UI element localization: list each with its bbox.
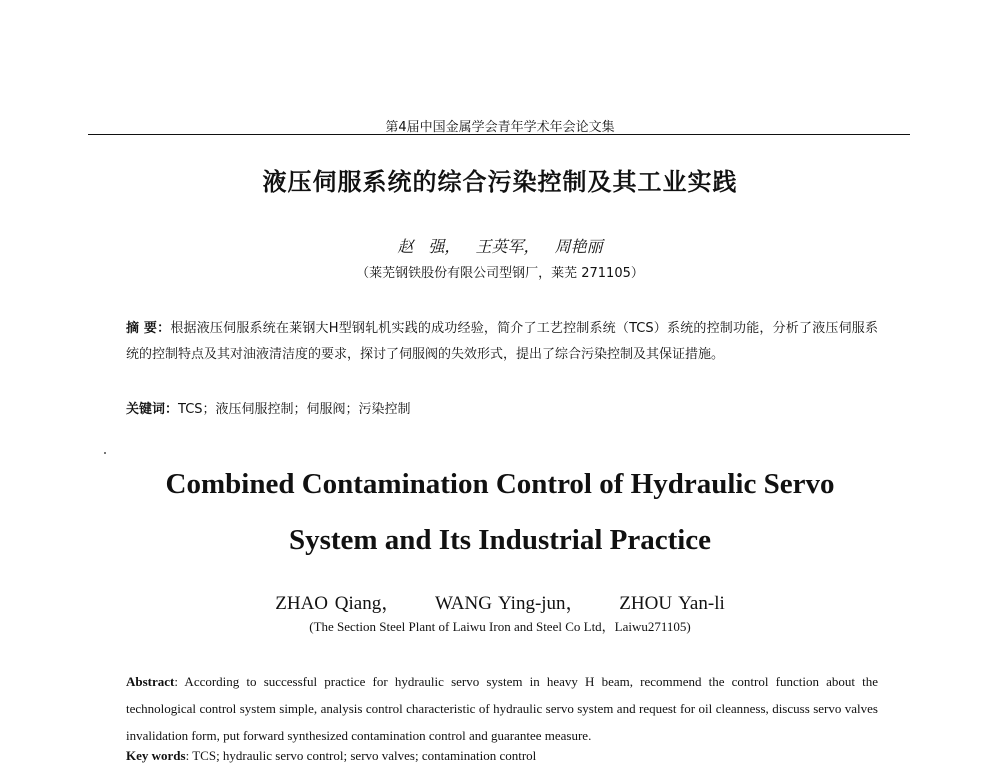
chinese-keywords-text: TCS；液压伺服控制；伺服阀；污染控制 bbox=[178, 402, 411, 417]
english-author-3: ZHOU Yan-li bbox=[619, 593, 725, 614]
chinese-keywords-label: 关键词： bbox=[126, 402, 179, 417]
chinese-abstract-label: 摘 要： bbox=[126, 321, 171, 336]
english-authors bbox=[90, 588, 910, 615]
chinese-abstract-text: 根据液压伺服系统在莱钢大H型钢轧机实践的成功经验，简介了工艺控制系统（TCS）系统的控制功能，分析了液压伺服系统的控制特点及其对油液清洁度的要求，探讨了伺服阀的失效形式，提出了综合污染控制及其保证措施。 bbox=[126, 321, 878, 362]
english-author-1: ZHAO Qiang， bbox=[275, 593, 401, 614]
chinese-affiliation: （莱芜钢铁股份有限公司型钢厂，莱芜 271105） bbox=[356, 266, 644, 281]
english-abstract-text: : According to successful practice for hydraulic servo system in heavy H beam, recommend the control function about the technological control system simple, analysis control characteristic of hydraulic servo system and request for oil cleanness, discuss servo valves invalidation form, put forward synthesized contamination control and guarantee measure. bbox=[126, 674, 878, 743]
english-abstract-label: Abstract bbox=[126, 674, 175, 689]
chinese-title: 液压伺服系统的综合污染控制及其工业实践 bbox=[262, 168, 738, 196]
english-keywords-text: : TCS; hydraulic servo control; servo valves; contamination control bbox=[185, 748, 537, 763]
english-title-line-2: System and Its Industrial Practice bbox=[288, 524, 712, 556]
scan-speck bbox=[104, 452, 106, 454]
chinese-authors bbox=[90, 234, 910, 257]
proceedings-header: 第4届中国金属学会青年学术年会论文集 bbox=[385, 120, 615, 135]
header-rule bbox=[88, 134, 910, 135]
english-keywords bbox=[126, 748, 878, 764]
chinese-author-3: 周艳丽 bbox=[554, 237, 603, 256]
chinese-abstract bbox=[126, 316, 878, 368]
english-title-line-1: Combined Contamination Control of Hydraulic Servo bbox=[165, 468, 835, 500]
english-author-2: WANG Ying-jun， bbox=[434, 593, 585, 614]
english-affiliation: (The Section Steel Plant of Laiwu Iron and Steel Co Ltd，Laiwu271105) bbox=[309, 619, 691, 634]
english-keywords-label: Key words bbox=[126, 748, 186, 763]
english-abstract bbox=[126, 668, 878, 749]
chinese-author-2: 王英军， bbox=[475, 237, 540, 256]
english-title bbox=[90, 456, 910, 568]
chinese-keywords bbox=[126, 398, 878, 417]
chinese-author-1: 赵 强， bbox=[397, 237, 461, 256]
